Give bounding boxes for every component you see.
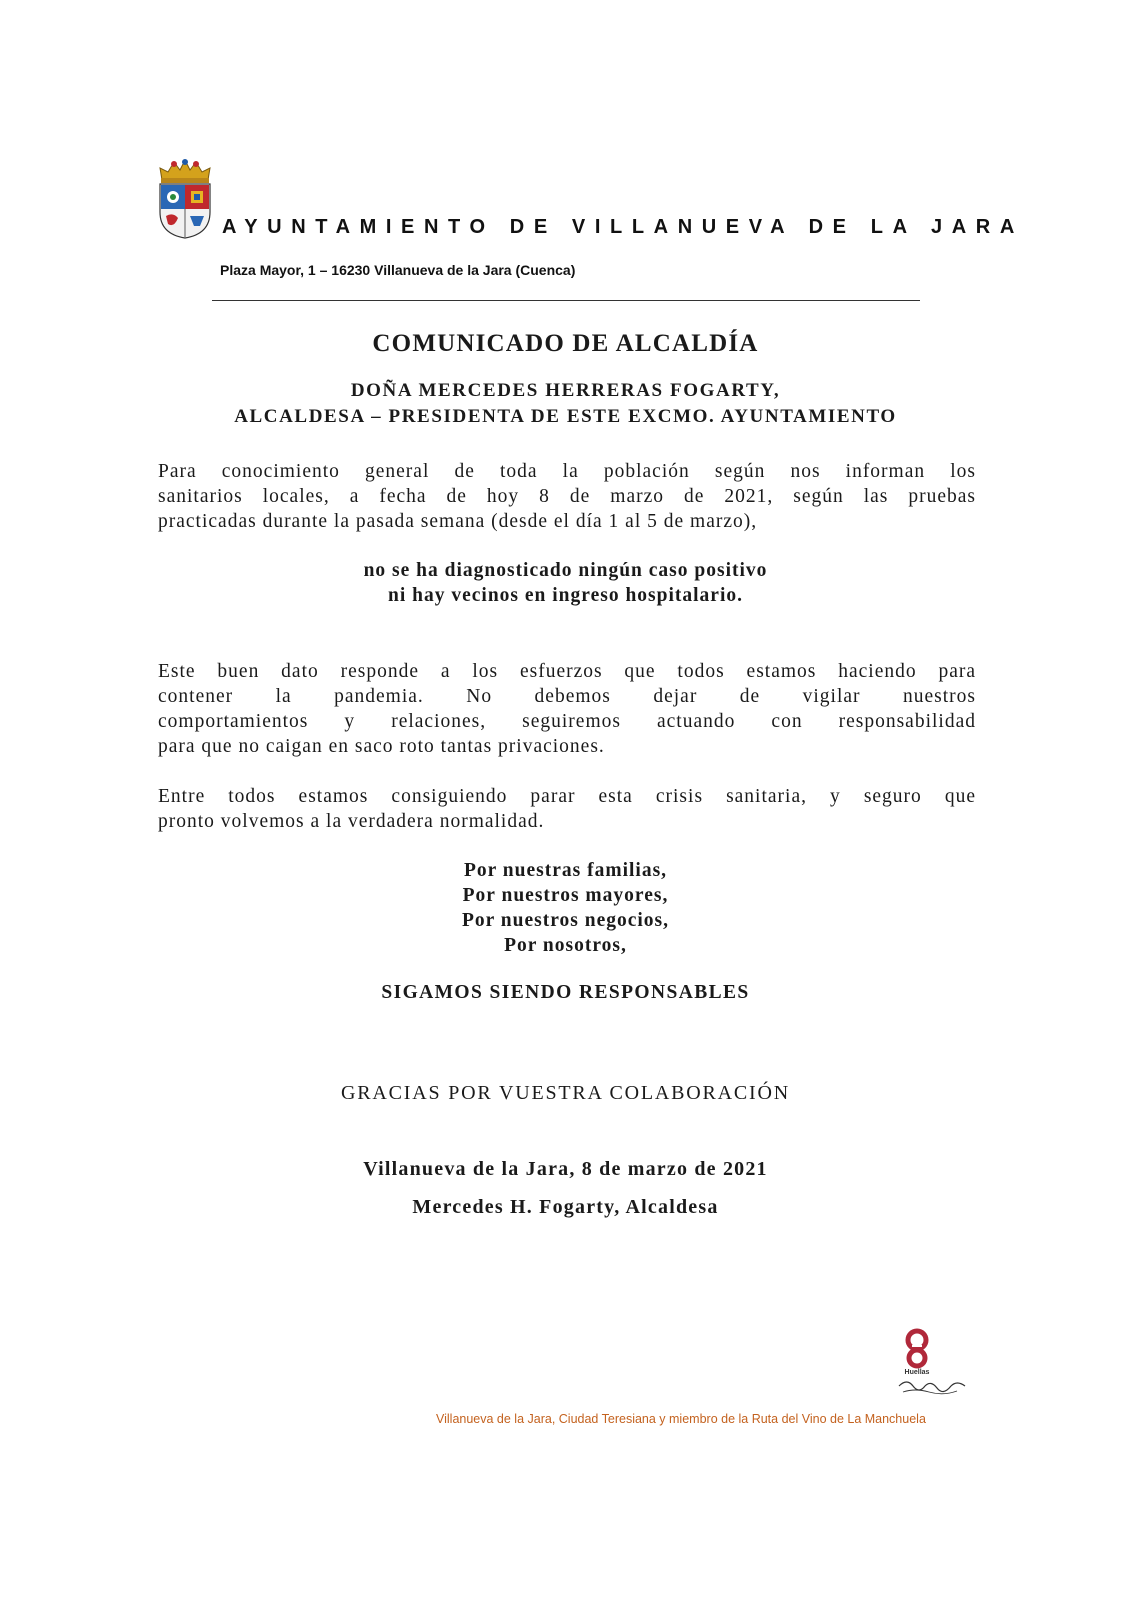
paragraph-line: sanitarios locales, a fecha de hoy 8 de marzo de 2021, según las pruebas bbox=[158, 486, 976, 507]
paragraph-line: Este buen dato responde a los esfuerzos que todos estamos haciendo para bbox=[158, 661, 976, 682]
paragraph-line: para que no caigan en saco roto tantas privaciones. bbox=[158, 736, 605, 757]
signature-line: Mercedes H. Fogarty, Alcaldesa bbox=[412, 1196, 719, 1218]
paragraph-line: Para conocimiento general de toda la población según nos informan los bbox=[158, 461, 976, 482]
organization-name: AYUNTAMIENTO DE VILLANUEVA DE LA JARA bbox=[222, 216, 1024, 238]
footer-tagline: Villanueva de la Jara, Ciudad Teresiana y miembro de la Ruta del Vino de La Manchuela bbox=[436, 1412, 926, 1426]
paragraph-line: pronto volvemos a la verdadera normalidad. bbox=[158, 811, 545, 832]
closing-line: Por nuestros mayores, bbox=[462, 885, 669, 906]
slogan: SIGAMOS SIENDO RESPONSABLES bbox=[381, 982, 750, 1003]
paragraph-together bbox=[158, 784, 976, 834]
highlight-line: ni hay vecinos en ingreso hospitalario. bbox=[387, 585, 743, 606]
paragraph-line: practicadas durante la pasada semana (desde el día 1 al 5 de marzo), bbox=[158, 511, 758, 532]
thanks-line: GRACIAS POR VUESTRA COLABORACIÓN bbox=[341, 1082, 790, 1104]
mayor-name: DOÑA MERCEDES HERRERAS FOGARTY, bbox=[350, 380, 781, 401]
paragraph-line: contener la pandemia. No debemos dejar de vigilar nuestros bbox=[158, 686, 976, 707]
header-divider bbox=[212, 300, 920, 301]
closing-line: Por nosotros, bbox=[504, 935, 627, 956]
closing-line: Por nuestros negocios, bbox=[461, 910, 670, 931]
organization-address: Plaza Mayor, 1 – 16230 Villanueva de la Jara (Cuenca) bbox=[220, 262, 576, 278]
paragraph-effort bbox=[158, 659, 976, 759]
paragraph-intro bbox=[158, 459, 976, 534]
coat-of-arms-logo bbox=[156, 158, 214, 240]
paragraph-line: comportamientos y relaciones, seguiremos actuando con responsabilidad bbox=[158, 711, 976, 732]
mayor-role: ALCALDESA – PRESIDENTA DE ESTE EXCMO. AYUNTAMIENTO bbox=[234, 406, 897, 427]
svg-text:Huellas: Huellas bbox=[904, 1369, 930, 1376]
huellas-logo bbox=[895, 1328, 975, 1400]
document-title: COMUNICADO DE ALCALDÍA bbox=[372, 330, 759, 357]
paragraph-line: Entre todos estamos consiguiendo parar esta crisis sanitaria, y seguro que bbox=[158, 786, 976, 807]
closing-line: Por nuestras familias, bbox=[463, 860, 668, 881]
place-date: Villanueva de la Jara, 8 de marzo de 2021 bbox=[363, 1158, 768, 1180]
highlight-line: no se ha diagnosticado ningún caso positivo bbox=[363, 560, 768, 581]
